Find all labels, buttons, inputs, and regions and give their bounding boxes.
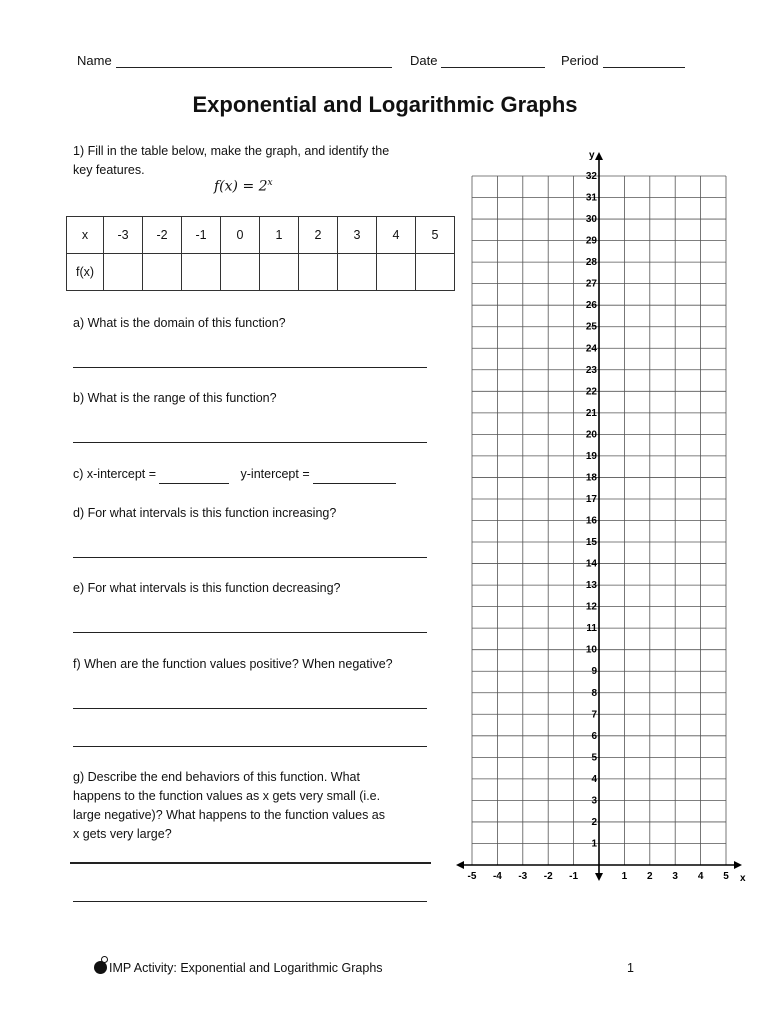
table-cell-fx-input[interactable]	[260, 254, 299, 291]
page-number: 1	[627, 961, 634, 975]
y-axis-label: y	[589, 150, 595, 161]
page-title: Exponential and Logarithmic Graphs	[192, 92, 578, 117]
y-tick-label: 24	[585, 343, 597, 355]
problem-prompt-line2: key features.	[73, 163, 145, 177]
x-tick-label: 3	[672, 871, 678, 882]
table-cell-x: 5	[416, 217, 455, 254]
date-field	[410, 53, 545, 68]
y-tick-label: 19	[585, 450, 597, 462]
answer-line-g2[interactable]	[73, 901, 427, 902]
y-tick-label: 3	[591, 795, 597, 807]
x-axis-arrow-right	[734, 861, 742, 869]
table-cell-fx-input[interactable]	[221, 254, 260, 291]
question-a: a) What is the domain of this function?	[73, 316, 286, 330]
y-tick-label: 26	[585, 300, 597, 312]
x-axis-label: x	[740, 873, 746, 884]
date-label: Date	[410, 53, 438, 68]
period-label: Period	[561, 53, 599, 68]
problem-prompt-line1: 1) Fill in the table below, make the graph, and identify the	[73, 144, 390, 158]
x-axis-arrow-left	[456, 861, 464, 869]
x-tick-label: -2	[543, 871, 553, 882]
y-tick-label: 12	[585, 601, 597, 613]
x-tick-label: 4	[697, 871, 704, 882]
question-g-line3: large negative)? What happens to the function values as	[73, 808, 386, 822]
x-tick-label: 5	[723, 871, 729, 882]
y-tick-label: 4	[591, 773, 597, 785]
question-g	[73, 768, 433, 844]
y-tick-label: 30	[585, 214, 597, 226]
y-tick-label: 31	[585, 192, 597, 204]
y-tick-label: 22	[585, 386, 597, 398]
answer-line-f2[interactable]	[73, 746, 427, 747]
question-g-line2: happens to the function values as x gets very small (i.e.	[73, 789, 381, 803]
y-axis-arrow-up	[595, 152, 603, 160]
y-tick-label: 20	[585, 429, 597, 441]
table-cell-fx-input[interactable]	[182, 254, 221, 291]
table-cell-fx-input[interactable]	[416, 254, 455, 291]
y-tick-label: 28	[585, 257, 597, 269]
table-cell-x: -2	[143, 217, 182, 254]
answer-line-f1[interactable]	[73, 708, 427, 709]
formula-exponent: x	[267, 178, 273, 188]
x-tick-label: 1	[621, 871, 628, 882]
y-axis-arrow-down	[595, 873, 603, 881]
table-cell-fx-input[interactable]	[377, 254, 416, 291]
answer-line-g1[interactable]	[70, 862, 431, 864]
table-cell-x: -3	[104, 217, 143, 254]
table-cell-fx-input[interactable]	[143, 254, 182, 291]
y-tick-label: 25	[585, 321, 597, 333]
table-cell-x: 3	[338, 217, 377, 254]
y-tick-label: 17	[585, 493, 597, 505]
answer-line-a[interactable]	[73, 367, 427, 368]
function-formula	[214, 178, 273, 195]
question-d: d) For what intervals is this function increasing?	[73, 506, 337, 520]
table-cell-x: 0	[221, 217, 260, 254]
y-tick-label: 23	[585, 364, 597, 376]
answer-line-d[interactable]	[73, 557, 427, 558]
table-cell-x: 4	[377, 217, 416, 254]
y-tick-label: 18	[585, 472, 597, 484]
table-header-x: x	[67, 217, 104, 254]
name-field	[77, 53, 392, 68]
y-tick-label: 15	[585, 537, 597, 549]
y-tick-label: 5	[591, 752, 597, 764]
table-header-fx: f(x)	[67, 254, 104, 291]
y-intercept-label: y-intercept =	[240, 467, 310, 481]
y-tick-label: 10	[585, 644, 597, 656]
x-intercept-blank[interactable]	[159, 470, 229, 484]
footer	[94, 961, 383, 975]
question-g-line4: x gets very large?	[73, 827, 172, 841]
value-table	[66, 216, 455, 291]
table-cell-fx-input[interactable]	[104, 254, 143, 291]
y-tick-label: 11	[586, 623, 597, 635]
table-cell-x: 2	[299, 217, 338, 254]
imp-logo-icon	[94, 961, 107, 974]
y-tick-label: 27	[585, 278, 597, 290]
y-tick-labels	[586, 171, 598, 849]
answer-line-b[interactable]	[73, 442, 427, 443]
period-blank[interactable]	[603, 53, 685, 68]
table-cell-fx-input[interactable]	[299, 254, 338, 291]
problem-prompt	[73, 142, 389, 180]
name-label: Name	[77, 53, 112, 68]
y-tick-label: 9	[591, 666, 597, 678]
question-c	[73, 465, 396, 484]
x-tick-label: -4	[492, 871, 502, 882]
x-intercept-label: c) x-intercept =	[73, 467, 157, 481]
question-e: e) For what intervals is this function decreasing?	[73, 581, 341, 595]
x-tick-label: -3	[518, 871, 528, 882]
y-tick-label: 8	[591, 687, 597, 699]
table-cell-fx-input[interactable]	[338, 254, 377, 291]
y-tick-label: 29	[585, 235, 597, 247]
y-tick-label: 13	[585, 580, 597, 592]
period-field	[561, 53, 685, 68]
table-cell-x: 1	[260, 217, 299, 254]
footer-text: IMP Activity: Exponential and Logarithmic Graphs	[109, 961, 383, 975]
x-tick-label: -5	[467, 871, 477, 882]
x-tick-label: 2	[647, 871, 653, 882]
y-intercept-blank[interactable]	[313, 470, 396, 484]
table-cell-x: -1	[182, 217, 221, 254]
date-blank[interactable]	[441, 53, 545, 68]
answer-line-e[interactable]	[73, 632, 427, 633]
question-b: b) What is the range of this function?	[73, 391, 277, 405]
y-tick-label: 2	[591, 816, 597, 828]
y-tick-label: 14	[585, 558, 597, 570]
name-blank[interactable]	[116, 53, 392, 68]
coordinate-grid[interactable]	[450, 148, 750, 888]
table-row-x	[67, 217, 455, 254]
y-tick-label: 6	[591, 730, 597, 742]
question-g-line1: g) Describe the end behaviors of this function. What	[73, 770, 360, 784]
axes	[456, 152, 742, 881]
question-f: f) When are the function values positive? When negative?	[73, 657, 393, 671]
table-row-fx	[67, 254, 455, 291]
y-tick-label: 21	[585, 407, 597, 419]
y-tick-label: 7	[591, 709, 597, 721]
formula-base: f(x) = 2	[214, 178, 268, 195]
y-tick-label: 32	[585, 171, 597, 182]
y-tick-label: 1	[591, 838, 597, 850]
y-tick-label: 16	[585, 515, 597, 527]
x-tick-label: -1	[569, 871, 579, 882]
